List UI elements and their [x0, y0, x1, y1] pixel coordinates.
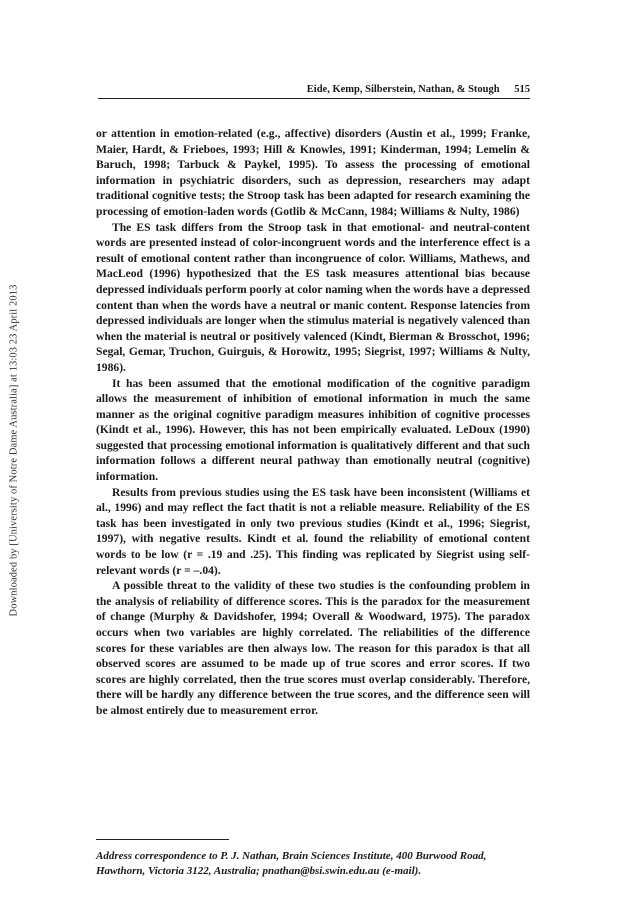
paragraph: Results from previous studies using the ES task have been inconsistent (Williams et al., 1996) and may reflect the fact thatit is not a reliable measure. Reliability of the ES task has been investigated in only two previous studies (Kindt et al., 1996; Siegrist, 1997), with negative results. Kindt et al. found the reliability of emotional content words to be low (r = .19 and .25). This finding was replicated by Siegrist using self-relevant words (r = –.04). — [96, 485, 530, 577]
paragraph: or attention in emotion-related (e.g., affective) disorders (Austin et al., 1999; Franke, Maier, Hardt, & Frieboes, 1993; Hill & Knowles, 1991; Kinderman, 1994; Lemelin & Baruch, 1998; Tarbuck & Paykel, 1995). To assess the processing of emotional information in psychiatric disorders, such as depression, researchers may adapt traditional cognitive tests; the Stroop task has been adapted for research examining the processing of emotion-laden words (Gotlib & McCann, 1984; Williams & Nulty, 1986) — [96, 127, 530, 218]
paragraph: The ES task differs from the Stroop task in that emotional- and neutral-content words are presented instead of color-incongruent words and the interference effect is a result of emotional content rather than incongruence of color. Williams, Mathews, and MacLeod (1996) hypothesized that the ES task measures attentional bias because depressed individuals perform poorly at color naming when the words have a depressed content than when the words have a neutral or manic content. Response latencies from depressed individuals are longer when the stimulus material is negatively valenced than when the material is neutral or positively valenced (Kindt, Bierman & Brosschot, 1996; Segal, Gemar, Truchon, Guirguis, & Horowitz, 1995; Siegrist, 1997; Williams & Nulty, 1986). — [96, 220, 530, 374]
paragraph: It has been assumed that the emotional modification of the cognitive paradigm allows the measurement of inhibition of emotional information in much the same manner as the original cognitive paradigm measures inhibition of cognitive processes (Kindt et al., 1996). However, this has not been empirically evaluated. LeDoux (1990) suggested that processing emotional information is qualitatively different and that such information follows a different neural pathway than emotionally neutral (cognitive) information. — [96, 376, 530, 484]
download-watermark-text: Downloaded by [University of Notre Dame Australia] at 13:03 23 April 2013 — [8, 284, 20, 616]
running-head — [98, 84, 530, 99]
article-body — [96, 126, 530, 719]
download-watermark — [4, 215, 24, 685]
running-head-authors: Eide, Kemp, Silberstein, Nathan, & Stough — [306, 84, 500, 95]
paragraph: A possible threat to the validity of these two studies is the confounding problem in the analysis of reliability of difference scores. This is the paradox for the measurement of change (Murphy & Davidshofer, 1994; Overall & Woodward, 1975). The paradox occurs when two variables are highly correlated. The reliabilities of the difference scores for these variables are then always low. The reason for this paradox is that all observed scores are assumed to be made up of true scores and error scores. If two scores are highly correlated, then the true scores must overlap considerably. Therefore, there will be hardly any difference between the true scores, and the difference seen will be almost entirely due to measurement error. — [96, 579, 530, 717]
footnote-divider — [96, 839, 229, 840]
page-number: 515 — [514, 84, 530, 95]
correspondence-footnote: Address correspondence to P. J. Nathan, Brain Sciences Institute, 400 Burwood Road, Hawthorn, Victoria 3122, Australia; pnathan@bsi.swin.edu.au (e-mail). — [96, 850, 487, 877]
